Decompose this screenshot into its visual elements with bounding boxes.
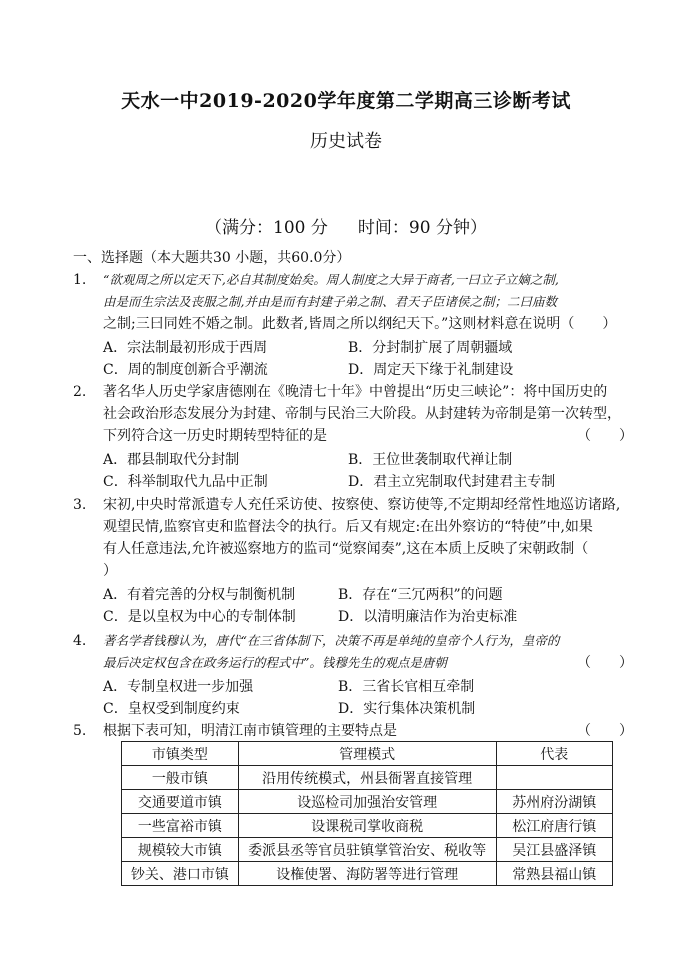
- option-d[interactable]: D．实行集体决策机制: [338, 701, 476, 717]
- table-row: [122, 790, 613, 814]
- question-line: 最后决定权包含在政务运行的程式中”。钱穆先生的观点是唐朝: [103, 655, 447, 670]
- table-cell: 钞关、港口市镇: [122, 862, 239, 886]
- option-a[interactable]: A．专制皇权进一步加强: [103, 679, 254, 695]
- table-cell: 一些富裕市镇: [122, 814, 239, 838]
- question-number: 5.: [73, 723, 87, 739]
- exam-meta: [0, 213, 692, 238]
- table-cell: 沿用传统模式，州县衙署直接管理: [238, 766, 496, 790]
- exam-subtitle: 历史试卷: [310, 131, 382, 152]
- question-line: 宋初,中央时常派遣专人充任采访使、按察使、察访使等,不定期却经常性地巡访诸路,: [103, 497, 621, 513]
- table-cell: [496, 766, 612, 790]
- question-line: 社会政治形态发展分为封建、帝制与民治三大阶段。从封建转为帝制是第一次转型，: [103, 406, 621, 422]
- exam-title: 天水一中2019-2020学年度第二学期高三诊断考试: [121, 90, 571, 112]
- question-4: [73, 630, 633, 674]
- option-a[interactable]: A．宗法制最初形成于西周: [103, 340, 268, 356]
- table-cell: 苏州府汾湖镇: [496, 790, 612, 814]
- score-info: （满分：100 分: [205, 218, 328, 238]
- table-header: 代表: [496, 742, 612, 766]
- question-2: [73, 381, 633, 447]
- table-cell: 一般市镇: [122, 766, 239, 790]
- option-a[interactable]: A．郡县制取代分封制: [103, 452, 240, 468]
- option-c[interactable]: C．是以皇权为中心的专制体制: [103, 609, 296, 625]
- table-cell: 吴江县盛泽镇: [496, 838, 612, 862]
- answer-blank: （ ）: [577, 428, 633, 444]
- option-c[interactable]: C．科举制取代九品中正制: [103, 474, 268, 490]
- question-line: 之制;三曰同姓不婚之制。此数者,皆周之所以纲纪天下。”这则材料意在说明（ ）: [103, 316, 617, 332]
- question-number: 4.: [73, 633, 87, 649]
- question-line: 著名华人历史学家唐德刚在《晚清七十年》中曾提出“历史三峡论”：将中国历史的: [103, 384, 608, 400]
- question-line: 观望民情,监察官吏和监督法令的执行。后又有规定:在出外察访的“特使”中,如果: [103, 519, 593, 535]
- table-cell: 规模较大市镇: [122, 838, 239, 862]
- question-line: 由是而生宗法及丧服之制,并由是而有封建子弟之制、君天子臣诸侯之制；二曰庙数: [103, 294, 557, 309]
- question-3: [73, 494, 633, 582]
- option-c[interactable]: C．皇权受到制度约束: [103, 701, 240, 717]
- option-a[interactable]: A．有着完善的分权与制衡机制: [103, 587, 296, 603]
- table-header: 管理模式: [238, 742, 496, 766]
- table-cell: 委派县丞等官员驻镇掌管治安、税收等: [238, 838, 496, 862]
- option-c[interactable]: C．周的制度创新合乎潮流: [103, 362, 268, 378]
- question-line: 根据下表可知，明清江南市镇管理的主要特点是: [103, 723, 397, 739]
- section-heading: 一、选择题（本大题共30 小题，共60.0分）: [73, 250, 351, 266]
- option-b[interactable]: B．分封制扩展了周朝疆域: [348, 340, 513, 356]
- question-line: 著名学者钱穆认为，唐代“在三省体制下，决策不再是单纯的皇帝个人行为，皇帝的: [103, 633, 560, 648]
- question-line: “欲观周之所以定天下,必自其制度始矣。周人制度之大异于商者,一曰立子立嫡之制,: [103, 272, 559, 287]
- time-info: 时间：90 分钟）: [357, 218, 487, 238]
- question-line: 下列符合这一历史时期转型特征的是: [103, 428, 327, 444]
- table-cell: 交通要道市镇: [122, 790, 239, 814]
- table-cell: 设権使署、海防署等进行管理: [238, 862, 496, 886]
- option-d[interactable]: D．以清明廉洁作为治吏标准: [338, 609, 518, 625]
- option-b[interactable]: B．王位世袭制取代禅让制: [348, 452, 513, 468]
- question-number: 2.: [73, 384, 87, 400]
- question-line: ）: [103, 563, 117, 579]
- question-1: [73, 269, 633, 335]
- answer-blank: （ ）: [577, 655, 633, 671]
- table-cell: 常熟县福山镇: [496, 862, 612, 886]
- option-d[interactable]: D．周定天下缘于礼制建设: [348, 362, 514, 378]
- table-cell: 设课税司掌收商税: [238, 814, 496, 838]
- table-cell: 设巡检司加强治安管理: [238, 790, 496, 814]
- table-header-row: [122, 742, 613, 766]
- question-number: 3.: [73, 497, 87, 513]
- market-town-table: [121, 741, 613, 886]
- question-5: [73, 720, 633, 742]
- table-row: [122, 862, 613, 886]
- table-cell: 松江府唐行镇: [496, 814, 612, 838]
- table-row: [122, 766, 613, 790]
- question-line: 有人任意违法,允许被巡察地方的监司“觉察闻奏”,这在本质上反映了宋朝政制（: [103, 541, 589, 557]
- option-b[interactable]: B．存在“三冗两积”的问题: [338, 587, 503, 603]
- option-b[interactable]: B．三省长官相互牵制: [338, 679, 475, 695]
- table-row: [122, 838, 613, 862]
- answer-blank: （ ）: [577, 723, 633, 739]
- question-number: 1.: [73, 272, 87, 288]
- table-header: 市镇类型: [122, 742, 239, 766]
- table-row: [122, 814, 613, 838]
- option-d[interactable]: D．君主立宪制取代封建君主专制: [348, 474, 556, 490]
